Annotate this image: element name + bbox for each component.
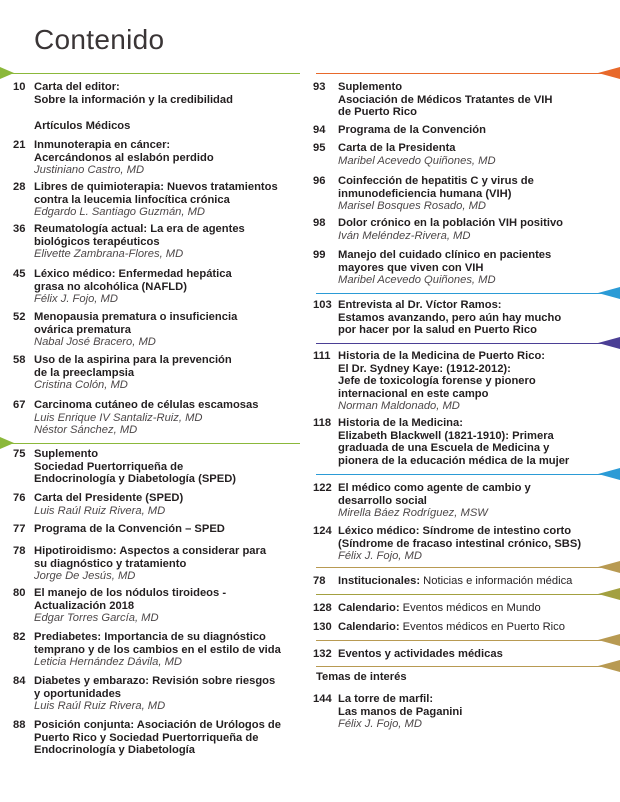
toc-entry[interactable] (313, 217, 613, 242)
entry-title-line: Puerto Rico y Sociedad Puertorriqueña de (34, 731, 259, 744)
page-number: 118 (313, 417, 332, 429)
toc-entry[interactable] (13, 139, 303, 177)
entry-title-line: Carcinoma cutáneo de células escamosas (34, 399, 259, 411)
page-number: 75 (13, 448, 26, 460)
entry-title-line: Estamos avanzando, pero aún hay mucho (338, 311, 562, 324)
toc-entry[interactable] (13, 492, 303, 517)
page-number: 21 (13, 139, 26, 151)
toc-entry[interactable] (13, 268, 303, 306)
entry-title-line: Historia de la Medicina: (338, 417, 463, 429)
toc-entry[interactable] (313, 124, 613, 137)
entry-title: Institucionales: (338, 575, 421, 587)
page-number: 10 (13, 81, 26, 93)
toc-entry[interactable] (313, 575, 613, 588)
entry-body (338, 621, 613, 634)
entry-body (34, 81, 303, 106)
toc-entry[interactable] (13, 448, 303, 486)
entry-title-line: Libres de quimioterapia: Nuevos tratamientos (34, 181, 278, 193)
section-heading-temas: Temas de interés (316, 671, 407, 683)
entry-subtitle: Eventos médicos en Mundo (399, 602, 541, 614)
entry-body (34, 492, 303, 517)
entry-title-line: por hacer por la salud en Puerto Rico (338, 324, 537, 336)
page-number: 128 (313, 602, 332, 614)
entry-author: Jorge De Jesús, MD (34, 570, 136, 582)
entry-title-line: Entrevista al Dr. Víctor Ramos: (338, 299, 502, 311)
divider-eventos (316, 640, 606, 641)
entry-title-line: Sobre la información y la credibilidad (34, 93, 233, 106)
entry-title-line: Jefe de toxicología forense y pionero (338, 375, 536, 387)
entry-title-line: Suplemento (338, 81, 403, 93)
entry-author: Leticia Hernández Dávila, MD (34, 656, 182, 668)
page-title: Contenido (34, 24, 165, 55)
toc-entry[interactable] (13, 399, 303, 437)
toc-entry[interactable] (313, 81, 613, 119)
page-number: 77 (13, 523, 26, 535)
entry-title: Calendario: (338, 602, 400, 614)
toc-entry[interactable] (13, 631, 303, 669)
entry-author: Maribel Acevedo Quiñones, MD (338, 154, 496, 167)
entry-author: Félix J. Fojo, MD (338, 550, 422, 562)
divider-medico (316, 474, 606, 475)
page-number: 98 (313, 217, 326, 229)
entry-title-line: El Dr. Sydney Kaye: (1912-2012): (338, 362, 511, 375)
entry-title-line: Suplemento (34, 448, 99, 460)
toc-entry[interactable] (313, 417, 613, 467)
entry-title-line: y oportunidades (34, 687, 122, 700)
entry-title-line: Diabetes y embarazo: Revisión sobre riesgos (34, 675, 276, 687)
entry-title-line: Reumatología actual: La era de agentes (34, 223, 245, 235)
entry-title-line: Carta de la Presidenta (338, 142, 456, 154)
page-number: 103 (313, 299, 332, 311)
toc-entry[interactable] (13, 523, 303, 536)
entry-author: Luis Raúl Ruiz Rivera, MD (34, 700, 166, 712)
divider-top-right (316, 73, 606, 74)
entry-author: Justiniano Castro, MD (34, 164, 145, 176)
divider-institucionales (316, 567, 606, 568)
toc-entry[interactable] (313, 249, 613, 287)
entry-title-line: Carta del Presidente (SPED) (34, 492, 184, 504)
page-number: 93 (313, 81, 326, 93)
blue-tab-marker (598, 287, 620, 299)
entry-title-line: inmunodeficiencia humana (VIH) (338, 187, 512, 200)
entry-title-line: Uso de la aspirina para la prevención (34, 354, 232, 366)
entry-title-line: Programa de la Convención (338, 124, 486, 136)
page-number: 28 (13, 181, 26, 193)
entry-title-line (338, 621, 613, 634)
entry-title-line: Elizabeth Blackwell (1821-1910): Primera (338, 429, 554, 442)
page-number: 80 (13, 587, 26, 599)
page-number: 36 (13, 223, 26, 235)
entry-body (338, 175, 613, 213)
page-number: 94 (313, 124, 326, 136)
toc-entry[interactable] (13, 545, 303, 583)
divider-historia (316, 343, 606, 344)
toc-entry[interactable] (13, 587, 303, 625)
entry-title-line: grasa no alcohólica (NAFLD) (34, 280, 187, 293)
toc-entry[interactable] (313, 142, 613, 167)
gold-tab-marker-2 (598, 634, 620, 646)
entry-title-line: Carta del editor: (34, 81, 120, 93)
entry-title-line: Endocrinología y Diabetología (34, 744, 195, 756)
entry-body (34, 587, 303, 625)
entry-body (338, 124, 613, 137)
entry-body (338, 575, 613, 588)
entry-title-line: contra la leucemia linfocítica crónica (34, 193, 230, 206)
entry-title-line: temprano y de los cambios en el estilo de vida (34, 643, 281, 656)
entry-title-line: Historia de la Medicina de Puerto Rico: (338, 350, 546, 362)
toc-entry[interactable] (313, 621, 613, 634)
entry-author: Mirella Báez Rodríguez, MSW (338, 507, 488, 519)
toc-entry[interactable] (313, 350, 613, 413)
toc-entry[interactable] (13, 223, 303, 261)
entry-author: Luis Raúl Ruiz Rivera, MD (34, 504, 166, 517)
entry-title-line: Manejo del cuidado clínico en pacientes (338, 249, 552, 261)
entry-body (338, 350, 613, 413)
entry-author: Edgar Torres García, MD (34, 612, 159, 624)
entry-title: Calendario: (338, 621, 400, 633)
entry-title-line: Hipotiroidismo: Aspectos a considerar para (34, 545, 267, 557)
entry-author: Nabal José Bracero, MD (34, 336, 156, 348)
entry-title-line: graduada de una Escuela de Medicina y (338, 442, 550, 454)
toc-entry[interactable] (13, 311, 303, 349)
divider-calendario (316, 594, 606, 595)
divider-sped (10, 443, 300, 444)
entry-author: Félix J. Fojo, MD (338, 718, 422, 730)
toc-entry[interactable] (313, 175, 613, 213)
page-number: 67 (13, 399, 26, 411)
gold-tab-marker (598, 561, 620, 573)
entry-body (34, 719, 303, 757)
toc-entry[interactable] (313, 693, 613, 731)
page-number: 111 (313, 350, 331, 362)
entry-author: Maribel Acevedo Quiñones, MD (338, 274, 496, 286)
divider-top-left (10, 73, 300, 74)
entry-author: Norman Maldonado, MD (338, 400, 460, 412)
page-number: 99 (313, 249, 326, 261)
entry-title-line: su diagnóstico y tratamiento (34, 557, 187, 570)
toc-entry[interactable] (13, 675, 303, 713)
entry-body (338, 299, 613, 337)
entry-author: Elivette Zambrana-Flores, MD (34, 248, 184, 260)
page-number: 82 (13, 631, 26, 643)
entry-title-line: Posición conjunta: Asociación de Urólogos de (34, 719, 281, 731)
page-number: 58 (13, 354, 26, 366)
toc-entry[interactable] (13, 81, 303, 106)
entry-title-line: El médico como agente de cambio y (338, 482, 531, 494)
divider-entrevista (316, 293, 606, 294)
page-number: 95 (313, 142, 326, 154)
entry-title-line: biológicos terapéuticos (34, 235, 160, 248)
entry-title-line: Menopausia prematura o insuficiencia (34, 311, 238, 323)
entry-subtitle: Eventos médicos en Puerto Rico (399, 621, 565, 633)
entry-title-line: La torre de marfil: (338, 693, 434, 705)
entry-body (338, 142, 613, 167)
entry-body (34, 139, 303, 177)
entry-title-line (338, 575, 613, 588)
entry-body (338, 525, 613, 563)
purple-tab-marker (598, 337, 620, 349)
entry-author: Félix J. Fojo, MD (34, 293, 118, 305)
section-heading-articulos: Artículos Médicos (34, 120, 131, 132)
page-number: 132 (313, 648, 332, 660)
entry-body (34, 181, 303, 219)
entry-title-line: Coinfección de hepatitis C y virus de (338, 175, 534, 187)
toc-entry[interactable] (313, 482, 613, 520)
orange-tab-marker (598, 67, 620, 79)
toc-entry[interactable] (313, 299, 613, 337)
page-number: 78 (13, 545, 26, 557)
green-tab-marker-2 (0, 437, 14, 449)
entry-body (34, 545, 303, 583)
entry-title-line: Léxico médico: Síndrome de intestino corto (338, 525, 572, 537)
entry-title-line: Léxico médico: Enfermedad hepática (34, 268, 232, 280)
entry-body (34, 523, 303, 536)
entry-title-line: internacional en este campo (338, 387, 489, 400)
toc-entry[interactable] (13, 719, 303, 757)
toc-entry[interactable] (313, 525, 613, 563)
entry-title-line: de la preeclampsia (34, 366, 135, 379)
entry-title-line: Actualización 2018 (34, 599, 135, 612)
entry-title-line: pionera de la educación médica de la mujer (338, 454, 570, 467)
page-number: 96 (313, 175, 326, 187)
entry-title-line: El manejo de los nódulos tiroideos - (34, 587, 227, 599)
toc-entry[interactable] (313, 648, 613, 661)
page-number: 88 (13, 719, 26, 731)
green-tab-marker (0, 67, 14, 79)
toc-entry[interactable] (13, 181, 303, 219)
entry-title-line: Acercándonos al eslabón perdido (34, 151, 214, 164)
entry-title-line: desarrollo social (338, 494, 427, 507)
entry-title-line: Las manos de Paganini (338, 705, 463, 718)
entry-body (34, 223, 303, 261)
page-number: 45 (13, 268, 26, 280)
entry-body (338, 693, 613, 731)
entry-title-line: Endocrinología y Diabetología (SPED) (34, 473, 237, 485)
entry-body (338, 417, 613, 467)
entry-author: Edgardo L. Santiago Guzmán, MD (34, 206, 206, 218)
entry-title-line: Sociedad Puertorriqueña de (34, 460, 184, 473)
entry-title-line: Inmunoterapia en cáncer: (34, 139, 171, 151)
olive-tab-marker (598, 588, 620, 600)
toc-entry[interactable] (313, 602, 613, 615)
page-number: 78 (313, 575, 326, 587)
entry-body (34, 631, 303, 669)
entry-title-line: de Puerto Rico (338, 106, 417, 118)
entry-author: Néstor Sánchez, MD (34, 424, 138, 436)
toc-entry[interactable] (13, 354, 303, 392)
blue-tab-marker-2 (598, 468, 620, 480)
entry-title-line: ovárica prematura (34, 323, 132, 336)
entry-author: Iván Meléndez-Rivera, MD (338, 229, 471, 242)
entry-body (338, 81, 613, 119)
entry-body (34, 399, 303, 437)
entry-body (34, 311, 303, 349)
page-number: 76 (13, 492, 26, 504)
entry-body (338, 482, 613, 520)
gold-tab-marker-3 (598, 660, 620, 672)
entry-title-line: mayores que viven con VIH (338, 261, 484, 274)
entry-author: Cristina Colón, MD (34, 379, 128, 391)
entry-title-line (338, 602, 613, 615)
entry-author: Marisel Bosques Rosado, MD (338, 200, 486, 212)
entry-body (338, 217, 613, 242)
page-number: 122 (313, 482, 332, 494)
entry-title-line: Eventos y actividades médicas (338, 648, 503, 660)
entry-title-line: Dolor crónico en la población VIH positivo (338, 217, 564, 229)
entry-subtitle: Noticias e información médica (420, 575, 573, 587)
entry-title-line: Asociación de Médicos Tratantes de VIH (338, 93, 553, 106)
page-number: 52 (13, 311, 26, 323)
entry-body (34, 268, 303, 306)
entry-body (338, 648, 613, 661)
entry-body (338, 602, 613, 615)
entry-title-line: Prediabetes: Importancia de su diagnóstico (34, 631, 266, 643)
page-number: 84 (13, 675, 26, 687)
page-number: 130 (313, 621, 332, 633)
entry-title-line: Programa de la Convención – SPED (34, 523, 225, 535)
divider-temas (316, 666, 606, 667)
entry-body (34, 675, 303, 713)
page-number: 124 (313, 525, 332, 537)
entry-body (34, 448, 303, 486)
entry-body (34, 354, 303, 392)
entry-author: Luis Enrique IV Santaliz-Ruiz, MD (34, 411, 203, 424)
entry-title-line: (Síndrome de fracaso intestinal crónico, SBS) (338, 537, 582, 550)
page-number: 144 (313, 693, 332, 705)
entry-body (338, 249, 613, 287)
